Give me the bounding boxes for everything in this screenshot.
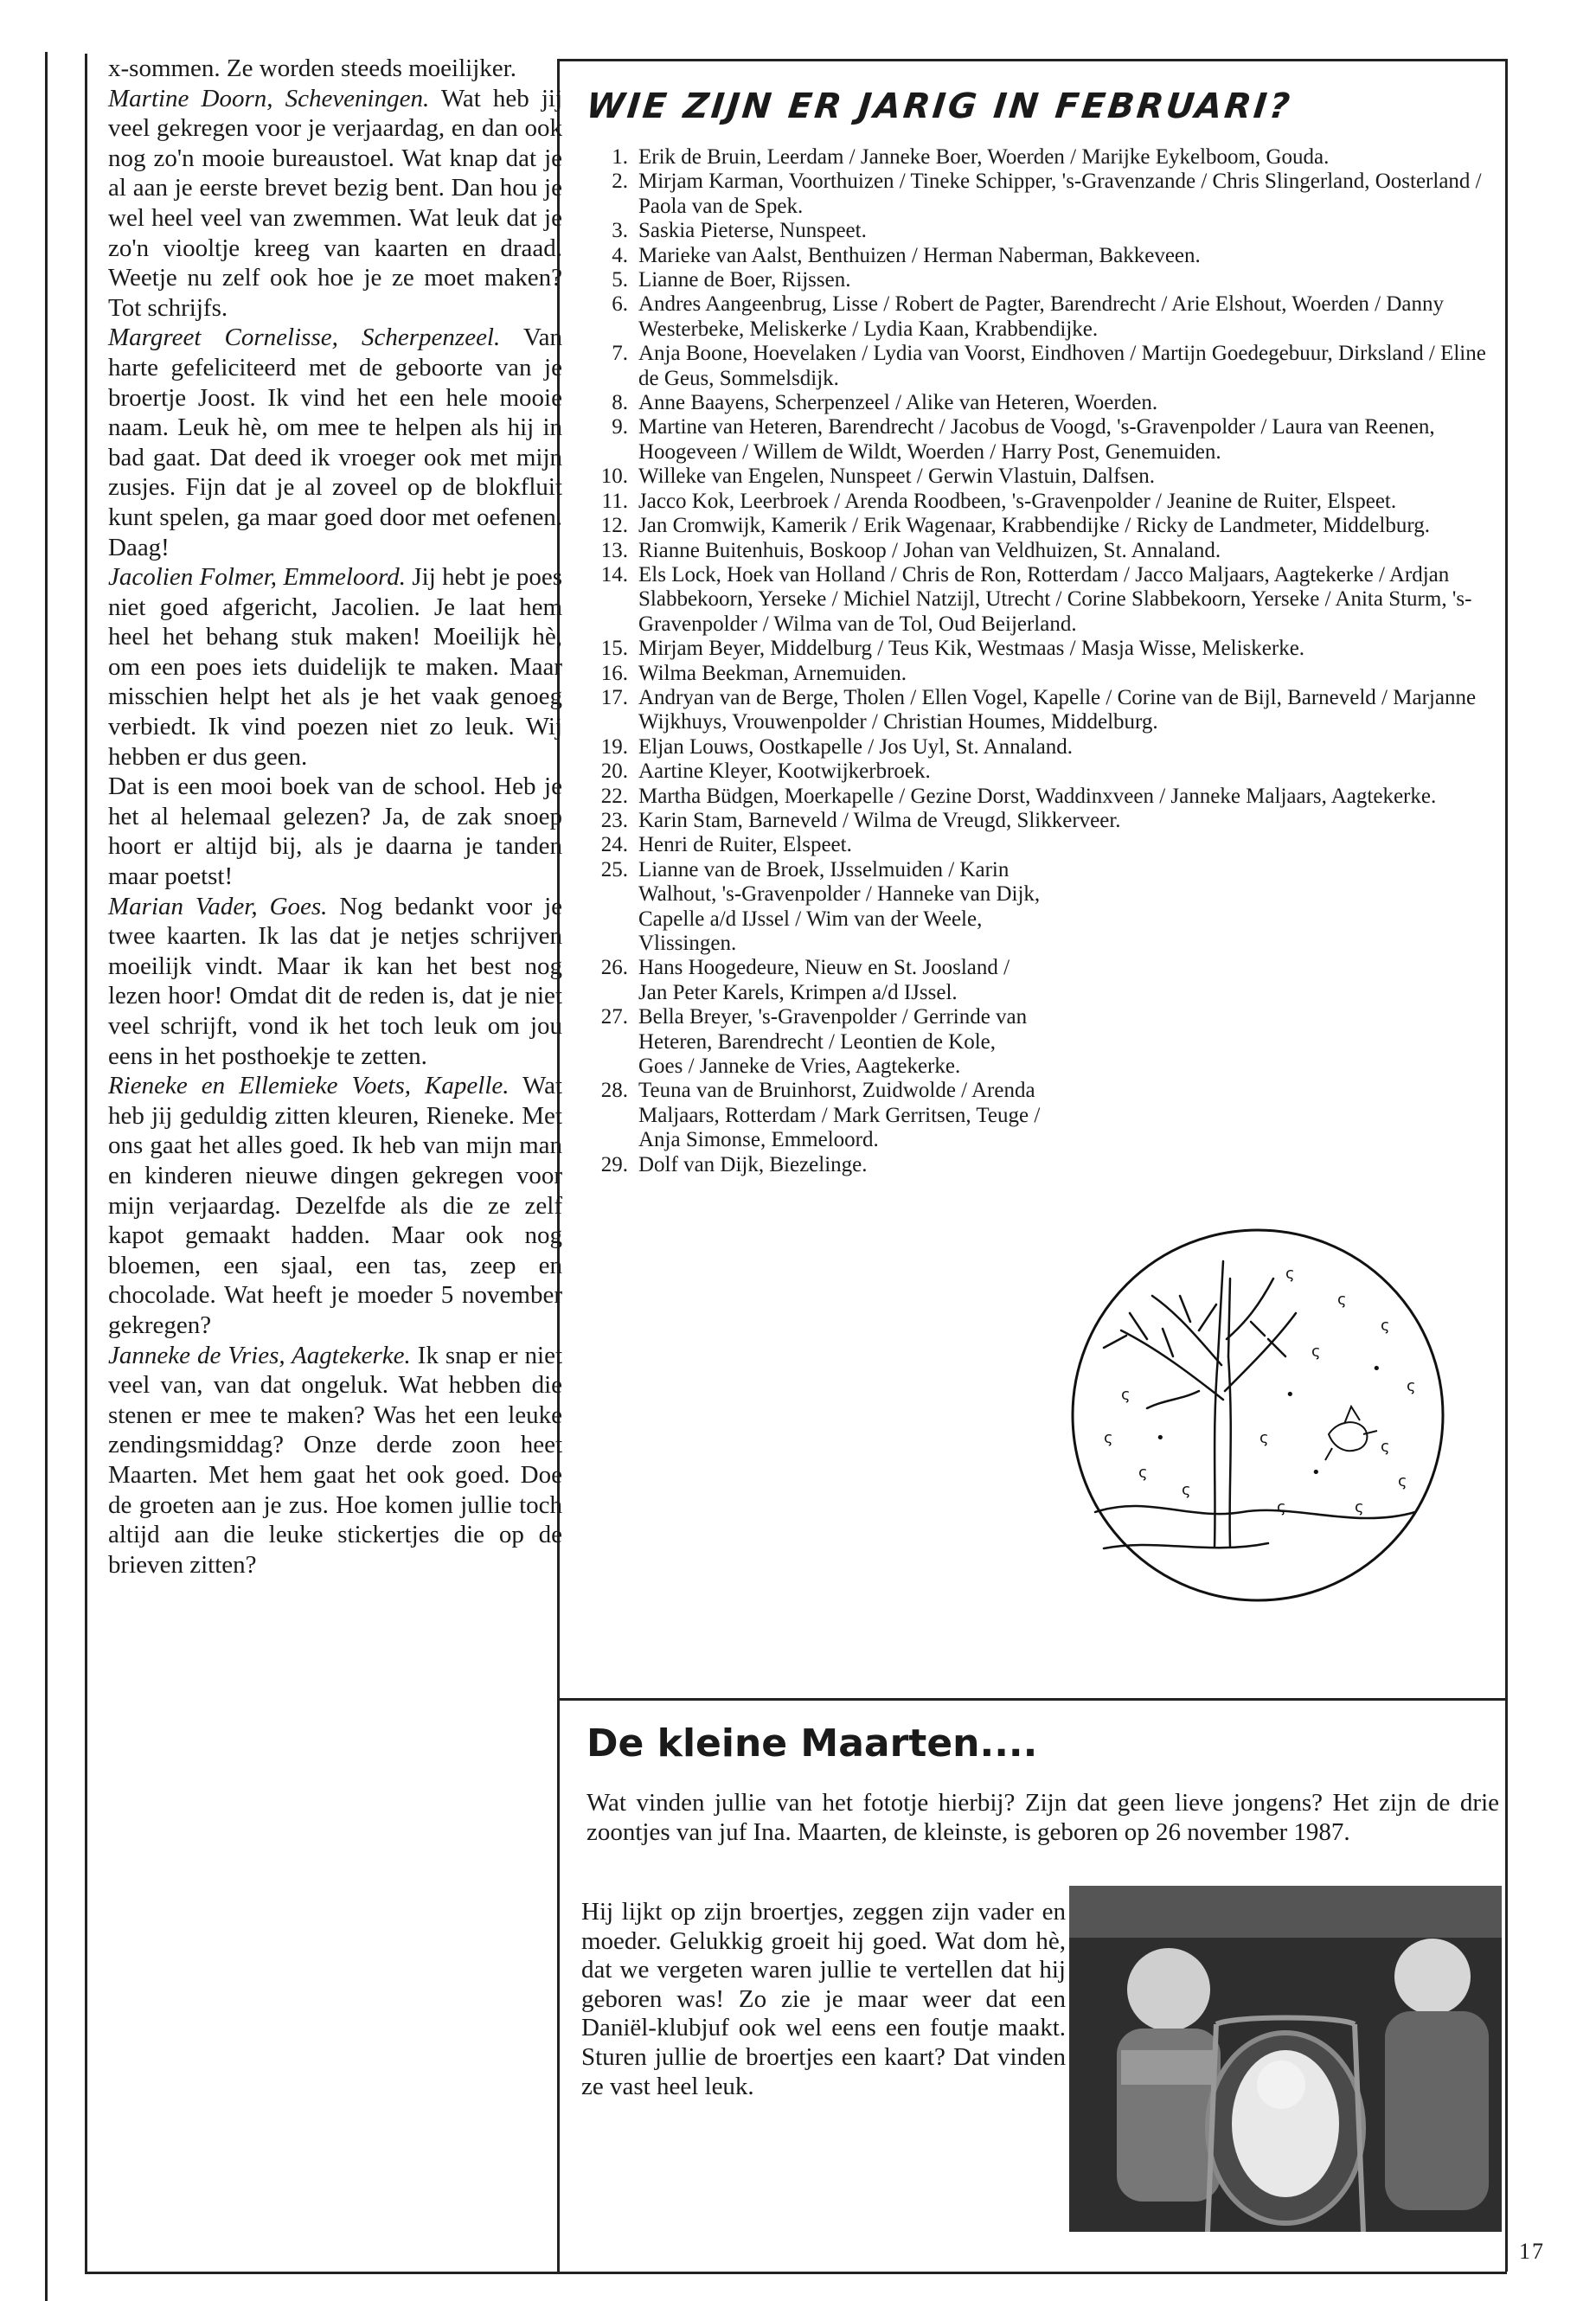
birthday-entry: 25. Lianne van de Broek, IJsselmuiden / Karin Walhout, 's-Gravenpolder / Hanneke van Dijk, Capelle a/d IJssel / Wim van der Weele, Vlissingen. bbox=[600, 857, 1041, 955]
maarten-heading: De kleine Maarten.... bbox=[586, 1721, 1038, 1766]
letter-1 bbox=[108, 84, 562, 324]
svg-text:•: • bbox=[1311, 1464, 1321, 1482]
birthday-entry: 3. Saskia Pieterse, Nunspeet. bbox=[612, 219, 867, 243]
birthday-entry: 19. Eljan Louws, Oostkapelle / Jos Uyl, St. Annaland. bbox=[600, 734, 1074, 759]
svg-text:•: • bbox=[1372, 1360, 1381, 1378]
svg-text:ς: ς bbox=[1285, 1265, 1295, 1283]
letter-text: Ik snap er niet veel van, van dat ongeluk. Wat hebben die stenen er mee te maken? Was het een leuke zendingsmiddag? Onze derde zoon heet Maarten. Met hem gaat het ook goed. Doe de groeten aan je zus. Hoe komen jullie toch altijd aan die leuke stickertjes die op de brieven zitten? bbox=[108, 1341, 562, 1579]
svg-text:•: • bbox=[1156, 1429, 1165, 1447]
letter-text: Jij hebt je poes niet goed afgericht, Jacolien. Je laat hem heel het behang stuk maken! Moeilijk hè, om een poes iets duidelijk te maken. Maar misschien helpt het als je het vaak genoeg verbiedt. Ik vind poezen niet zo leuk. Wij hebben er dus geen. bbox=[108, 563, 563, 771]
page-number: 17 bbox=[1519, 2239, 1545, 2264]
birthday-entry: 11. Jacco Kok, Leerbroek / Arenda Roodbeen, 's-Gravenpolder / Jeanine de Ruiter, Elspeet. bbox=[601, 489, 1397, 513]
letter-0 bbox=[108, 54, 562, 84]
birthday-entry: 5. Lianne de Boer, Rijssen. bbox=[612, 268, 851, 292]
svg-text:ς: ς bbox=[1381, 1438, 1390, 1456]
box-right-rule bbox=[1505, 59, 1508, 2272]
letter-5 bbox=[108, 892, 562, 1072]
birthday-entry: 6. Andres Aangeenbrug, Lisse / Robert de Pagter, Barendrecht / Arie Elshout, Woerden / Danny Westerbeke, Meliskerke / Lydia Kaan, Krabbendijke. bbox=[612, 292, 1445, 341]
letter-2 bbox=[108, 323, 562, 562]
letter-author: Rieneke en Ellemieke Voets, Kapelle. bbox=[108, 1072, 510, 1100]
letter-6 bbox=[108, 1071, 562, 1340]
letter-text: Wat heb jij veel gekregen voor je verjaardag, en dan ook nog zo'n mooie bureaustoel. Wat knap dat je al aan je eerste brevet bezig bent. Dan hou je wel heel veel van zwemmen. Wat leuk dat je zo'n viooltje kreeg van kaarten en draad. Weetje nu zelf ook hoe je ze moet maken? Tot schrijfs. bbox=[108, 84, 562, 322]
birthday-entry: 1. Erik de Bruin, Leerdam / Janneke Boer, Woerden / Marijke Eykelboom, Gouda. bbox=[612, 145, 1330, 169]
svg-text:ς: ς bbox=[1121, 1386, 1131, 1404]
birthday-entry: 20. Aartine Kleyer, Kootwijkerbroek. bbox=[600, 760, 931, 784]
birthday-entry: 9. Martine van Heteren, Barendrecht / Jacobus de Voogd, 's-Gravenpolder / Laura van Reenen, Hoogeveen / Willem de Wildt, Woerden / Harry Post, Genemuiden. bbox=[612, 415, 1435, 464]
birthday-entry: 2. Mirjam Karman, Voorthuizen / Tineke Schipper, 's-Gravenzande / Chris Slingerland, Oosterland / Paola van de Spek. bbox=[612, 170, 1482, 218]
birthday-entry: 24. Henri de Ruiter, Elspeet. bbox=[600, 833, 852, 857]
birthday-list bbox=[586, 145, 1503, 1177]
svg-text:ς: ς bbox=[1182, 1481, 1191, 1499]
svg-text:ς: ς bbox=[1398, 1472, 1407, 1490]
maarten-body: Hij lijkt op zijn broertjes, zeggen zijn vader en moeder. Gelukkig groeit hij goed. Wat dom hè, dat we vergeten waren jullie te vertellen dat hij geboren was! Zo zie je maar weer dat een Daniël-klubjuf ook wel eens een foutje maakt. Sturen jullie de broertjes een kaart? Dat vinden ze vast heel leuk. bbox=[581, 1898, 1066, 2100]
letter-4 bbox=[108, 772, 562, 891]
letter-text: x-sommen. Ze worden steeds moeilijker. bbox=[108, 54, 516, 82]
letter-author: Janneke de Vries, Aagtekerke. bbox=[108, 1341, 411, 1369]
birthday-entry: 23. Karin Stam, Barneveld / Wilma de Vreugd, Slikkerveer. bbox=[600, 808, 1121, 832]
svg-text:ς: ς bbox=[1311, 1343, 1321, 1361]
letter-7 bbox=[108, 1341, 562, 1580]
birthday-entry: 8. Anne Baayens, Scherpenzeel / Alike van Heteren, Woerden. bbox=[612, 391, 1158, 415]
letter-author: Jacolien Folmer, Emmeloord. bbox=[108, 563, 406, 592]
birthday-entry: 22. Martha Büdgen, Moerkapelle / Gezine Dorst, Waddinxveen / Janneke Maljaars, Aagtekerke. bbox=[600, 784, 1437, 808]
birthday-entry: 27. Bella Breyer, 's-Gravenpolder / Gerrinde van Heteren, Barendrecht / Leontien de Kole, Goes / Janneke de Vries, Aagtekerke. bbox=[600, 1005, 1028, 1079]
birthday-entry: 10. Willeke van Engelen, Nunspeet / Gerwin Vlastuin, Dalfsen. bbox=[600, 465, 1155, 489]
svg-text:•: • bbox=[1285, 1386, 1295, 1404]
svg-text:ς: ς bbox=[1138, 1464, 1148, 1482]
birthday-entry: 13. Rianne Buitenhuis, Boskoop / Johan van Veldhuizen, St. Annaland. bbox=[600, 538, 1221, 562]
svg-text:ς: ς bbox=[1104, 1429, 1113, 1447]
letter-author: Margreet Cornelisse, Scherpenzeel. bbox=[108, 324, 501, 352]
photo-three-brothers bbox=[1069, 1886, 1502, 2232]
winter-tree-illustration bbox=[1069, 1227, 1446, 1604]
birthday-entry: 28. Teuna van de Bruinhorst, Zuidwolde / Arenda Maljaars, Rotterdam / Mark Gerritsen, Teuge / Anja Simonse, Emmeloord. bbox=[600, 1079, 1041, 1152]
section-separator bbox=[557, 1698, 1508, 1701]
birthday-entry: 16. Wilma Beekman, Arnemuiden. bbox=[600, 661, 907, 685]
svg-text:ς: ς bbox=[1355, 1498, 1364, 1516]
letter-author: Martine Doorn, Scheveningen. bbox=[108, 84, 430, 112]
birthday-entry: 14. Els Lock, Hoek van Holland / Chris de Ron, Rotterdam / Jacco Maljaars, Aagtekerke / Ardjan Slabbekoorn, Yerseke / Michiel Natzijl, Utrecht / Corine Slabbekoorn, Yerseke / Anita Sturm, 's-Gravenpolder / Wilma van de Tol, Oud Beijerland. bbox=[600, 562, 1472, 636]
bottom-rule bbox=[85, 2272, 1507, 2274]
birthday-entry: 7. Anja Boone, Hoevelaken / Lydia van Voorst, Eindhoven / Martijn Goedegebuur, Dirksland / Eline de Geus, Sommelsdijk. bbox=[612, 342, 1486, 390]
letter-author: Marian Vader, Goes. bbox=[108, 892, 328, 920]
maarten-intro: Wat vinden jullie van het fototje hierbij? Zijn dat geen lieve jongens? Het zijn de drie zoontjes van juf Ina. Maarten, de kleinste, is geboren op 26 november 1987. bbox=[586, 1789, 1499, 1846]
svg-text:ς: ς bbox=[1277, 1498, 1286, 1516]
svg-text:ς: ς bbox=[1259, 1429, 1269, 1447]
svg-text:ς: ς bbox=[1381, 1317, 1390, 1335]
birthday-entry: 26. Hans Hoogedeure, Nieuw en St. Joosland / Jan Peter Karels, Krimpen a/d IJssel. bbox=[600, 956, 1010, 1004]
letter-text: Dat is een mooi boek van de school. Heb je het al helemaal gelezen? Ja, de zak snoep hoort er altijd bij, als je daarna je tanden maar poetst! bbox=[108, 772, 562, 891]
svg-text:ς: ς bbox=[1407, 1377, 1416, 1395]
svg-text:ς: ς bbox=[1337, 1291, 1347, 1309]
letter-text: Wat heb jij geduldig zitten kleuren, Rieneke. Met ons gaat het alles goed. Ik heb van mijn man en kinderen nieuwe dingen gekregen voor mijn verjaardag. Dezelfde als die ze zelf kapot gemaakt hadden. Maar ook nog bloemen, een sjaal, een tas, zeep en chocolade. Wat heeft je moeder 5 november gekregen? bbox=[108, 1072, 562, 1339]
birthday-entry: 17. Andryan van de Berge, Tholen / Ellen Vogel, Kapelle / Corine van de Bijl, Barneveld / Marjanne Wijkhuys, Vrouwenpolder / Christian Houmes, Middelburg. bbox=[600, 685, 1477, 734]
birthday-entry: 4. Marieke van Aalst, Benthuizen / Herman Naberman, Bakkeveen. bbox=[612, 243, 1201, 267]
box-top-rule bbox=[557, 59, 1508, 61]
birthday-entry: 29. Dolf van Dijk, Biezelinge. bbox=[600, 1152, 868, 1176]
letter-text: Van harte gefeliciteerd met de geboorte van je broertje Joost. Ik vind het een hele mooie naam. Leuk hè, om mee te helpen als hij in bad gaat. Dat deed ik vroeger ook met mijn zusjes. Fijn dat je al zoveel op de blokfluit kunt spelen, ga maar goed door met oefenen. Daag! bbox=[108, 324, 562, 561]
left-margin-rule bbox=[45, 52, 48, 2301]
letter-text: Nog bedankt voor je twee kaarten. Ik las dat je netjes schrijven moeilijk vindt. Maar ik kan het best nog lezen hoor! Omdat dit de reden is, dat je niet veel schrijft, vond ik het toch leuk om jou eens in het posthoekje te zetten. bbox=[108, 892, 562, 1070]
birthday-entry: 12. Jan Cromwijk, Kamerik / Erik Wagenaar, Krabbendijke / Ricky de Landmeter, Middelburg. bbox=[600, 514, 1430, 538]
letter-3 bbox=[108, 562, 562, 772]
letters-column bbox=[108, 54, 562, 1580]
birthday-entry: 15. Mirjam Beyer, Middelburg / Teus Kik, Westmaas / Masja Wisse, Meliskerke. bbox=[600, 637, 1305, 661]
birthday-heading: WIE ZIJN ER JARIG IN FEBRUARI? bbox=[584, 87, 1294, 126]
column-divider bbox=[85, 54, 87, 2272]
